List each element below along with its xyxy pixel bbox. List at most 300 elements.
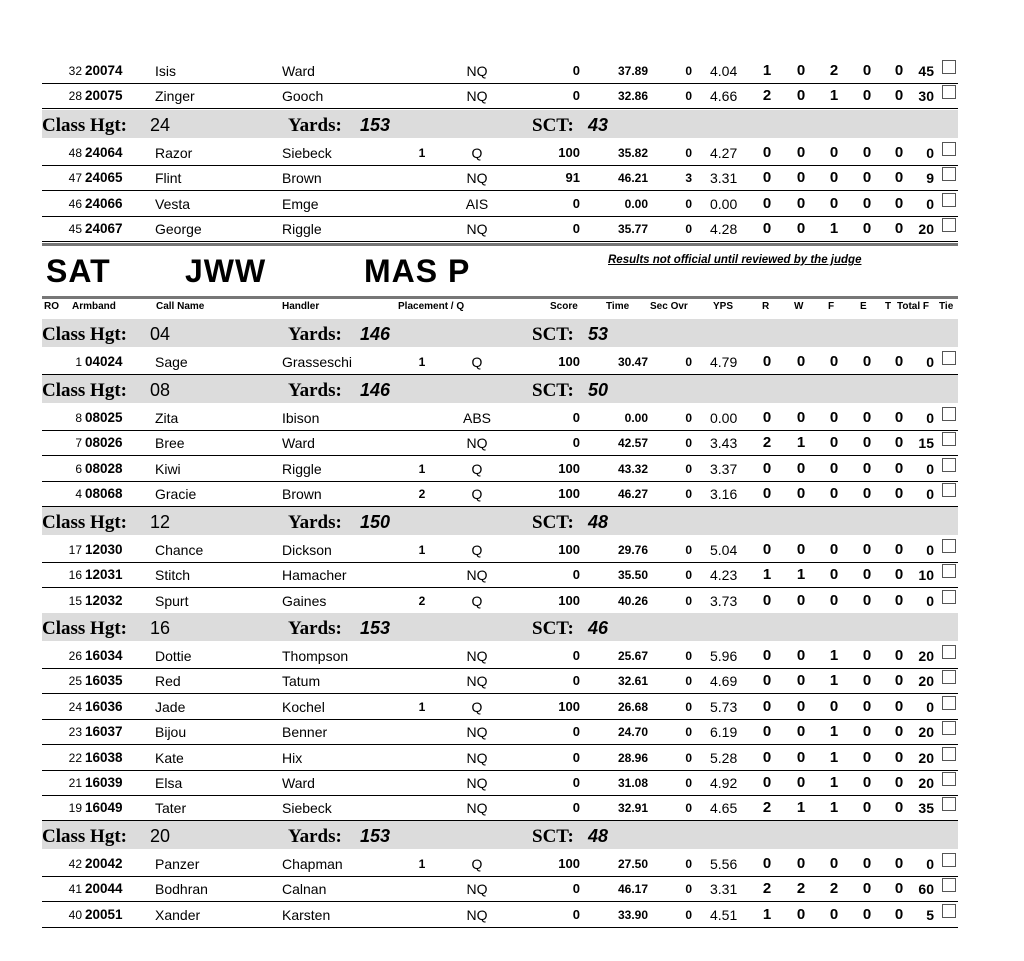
cell-handler: Ward xyxy=(282,775,315,791)
cell-e: 0 xyxy=(862,169,872,187)
cell-w: 0 xyxy=(796,353,806,370)
cell-ro: 21 xyxy=(68,776,82,790)
tie-checkbox[interactable] xyxy=(942,772,956,786)
cell-sec: 0 xyxy=(685,64,692,78)
cell-call: Elsa xyxy=(155,775,183,791)
cell-sec: 0 xyxy=(685,461,692,476)
cell-ro: 40 xyxy=(68,907,82,922)
cell-f: 2 xyxy=(829,62,839,79)
cell-w: 0 xyxy=(796,169,806,187)
cell-armband: 24066 xyxy=(85,195,123,211)
cell-score: 0 xyxy=(572,648,580,663)
cell-r: 0 xyxy=(762,748,772,766)
column-header-time: Time xyxy=(606,301,630,312)
cell-time: 40.26 xyxy=(617,593,648,608)
cell-f: 1 xyxy=(829,220,839,238)
cell-q: NQ xyxy=(466,435,488,452)
cell-yps: 3.31 xyxy=(710,170,738,187)
class-height-header xyxy=(42,821,958,849)
cell-call: Zinger xyxy=(155,88,195,105)
cell-f: 0 xyxy=(829,169,839,187)
cell-time: 46.21 xyxy=(617,171,648,186)
cell-call: Bijou xyxy=(155,724,187,741)
result-row xyxy=(42,216,958,242)
cell-score: 0 xyxy=(572,195,580,211)
cell-total: 20 xyxy=(918,673,934,690)
cell-t: 0 xyxy=(894,672,904,690)
tie-checkbox[interactable] xyxy=(942,407,956,421)
cell-e: 0 xyxy=(862,591,872,609)
column-header-w: W xyxy=(794,301,804,312)
cell-call: Isis xyxy=(155,63,176,79)
tie-checkbox[interactable] xyxy=(942,483,956,497)
cell-f: 0 xyxy=(829,905,839,923)
cell-t: 0 xyxy=(894,220,904,238)
cell-sec: 0 xyxy=(685,487,692,502)
cell-handler: Karsten xyxy=(282,906,331,923)
cell-t: 0 xyxy=(894,591,904,609)
cell-ro: 45 xyxy=(68,222,82,237)
tie-checkbox[interactable] xyxy=(942,142,956,156)
cell-e: 0 xyxy=(862,855,872,872)
cell-f: 1 xyxy=(829,723,839,741)
cell-yps: 4.79 xyxy=(710,354,738,370)
yards-value: 153 xyxy=(360,115,391,135)
class-height-label: Class Hgt: xyxy=(42,380,127,401)
cell-sec: 0 xyxy=(685,222,692,237)
class-height-header xyxy=(42,319,958,347)
banner-day: SAT xyxy=(46,253,111,289)
cell-e: 0 xyxy=(862,541,872,558)
tie-checkbox[interactable] xyxy=(942,721,956,735)
cell-sec: 0 xyxy=(685,89,692,104)
cell-q: Q xyxy=(471,542,483,558)
result-row xyxy=(42,719,958,745)
yards-value: 153 xyxy=(360,826,391,846)
cell-total: 5 xyxy=(926,906,934,923)
tie-checkbox[interactable] xyxy=(942,218,956,232)
sct-value: 53 xyxy=(588,324,609,344)
cell-ro: 41 xyxy=(68,882,82,897)
tie-checkbox[interactable] xyxy=(942,853,956,867)
cell-total: 0 xyxy=(926,856,934,872)
cell-q: NQ xyxy=(466,881,488,898)
cell-score: 100 xyxy=(558,145,580,160)
cell-t: 0 xyxy=(894,566,904,584)
cell-time: 26.68 xyxy=(617,699,648,714)
cell-t: 0 xyxy=(894,647,904,664)
cell-armband: 16038 xyxy=(85,749,123,765)
column-header-row xyxy=(42,297,958,319)
cell-f: 0 xyxy=(829,194,839,212)
cell-q: AIS xyxy=(465,195,489,212)
cell-armband: 04024 xyxy=(85,354,123,369)
cell-armband: 20044 xyxy=(85,881,123,897)
yards-label: Yards: xyxy=(288,324,342,345)
cell-armband: 08026 xyxy=(85,435,123,451)
yards-label: Yards: xyxy=(288,826,342,847)
sct-value: 48 xyxy=(588,512,609,532)
cell-yps: 3.16 xyxy=(710,486,738,503)
tie-checkbox[interactable] xyxy=(942,351,956,365)
cell-call: Dottie xyxy=(155,648,192,664)
cell-w: 0 xyxy=(796,855,806,872)
cell-call: Xander xyxy=(155,906,201,923)
cell-total: 20 xyxy=(918,775,934,791)
result-row xyxy=(42,481,958,507)
cell-r: 0 xyxy=(762,144,772,161)
cell-q: NQ xyxy=(466,567,488,584)
cell-armband: 12032 xyxy=(85,592,123,608)
tie-checkbox[interactable] xyxy=(942,564,956,578)
cell-placement: 1 xyxy=(418,461,426,476)
cell-armband: 20075 xyxy=(85,88,123,104)
cell-total: 15 xyxy=(918,435,934,452)
cell-r: 2 xyxy=(762,87,772,105)
cell-total: 20 xyxy=(918,724,934,741)
cell-total: 20 xyxy=(918,221,934,238)
cell-placement: 1 xyxy=(418,543,426,557)
class-height-value: 20 xyxy=(150,826,171,846)
cell-time: 0.00 xyxy=(624,411,648,425)
cell-yps: 4.65 xyxy=(710,800,738,817)
cell-total: 0 xyxy=(926,410,934,426)
tie-checkbox[interactable] xyxy=(942,797,956,811)
cell-q: Q xyxy=(471,460,483,477)
cell-time: 37.89 xyxy=(617,64,648,78)
cell-sec: 0 xyxy=(685,674,692,689)
cell-total: 0 xyxy=(926,542,934,558)
tie-checkbox[interactable] xyxy=(942,60,956,74)
cell-f: 0 xyxy=(829,485,839,503)
cell-r: 0 xyxy=(762,591,772,609)
cell-q: NQ xyxy=(466,170,488,187)
cell-time: 25.67 xyxy=(617,649,648,663)
cell-t: 0 xyxy=(894,62,904,79)
cell-armband: 24064 xyxy=(85,145,123,160)
cell-total: 30 xyxy=(918,88,934,105)
cell-q: Q xyxy=(471,354,483,370)
cell-r: 0 xyxy=(762,169,772,187)
cell-call: Zita xyxy=(155,410,179,426)
cell-r: 2 xyxy=(762,799,772,817)
cell-r: 0 xyxy=(762,855,772,872)
cell-total: 0 xyxy=(926,460,934,477)
cell-score: 0 xyxy=(572,749,580,765)
cell-r: 0 xyxy=(762,647,772,664)
yards-value: 150 xyxy=(360,512,391,532)
cell-t: 0 xyxy=(894,855,904,872)
cell-time: 31.08 xyxy=(617,776,648,790)
cell-w: 0 xyxy=(796,220,806,238)
cell-f: 0 xyxy=(829,566,839,584)
column-header-yps: YPS xyxy=(713,301,734,312)
cell-handler: Ward xyxy=(282,63,315,79)
cell-w: 0 xyxy=(796,672,806,690)
cell-r: 0 xyxy=(762,194,772,212)
cell-handler: Hamacher xyxy=(282,567,347,584)
cell-r: 0 xyxy=(762,353,772,370)
cell-ro: 23 xyxy=(68,725,82,740)
cell-r: 0 xyxy=(762,541,772,558)
cell-call: Spurt xyxy=(155,592,189,609)
class-height-value: 12 xyxy=(150,512,171,532)
tie-checkbox[interactable] xyxy=(942,432,956,446)
cell-w: 0 xyxy=(796,774,806,791)
cell-sec: 0 xyxy=(685,146,692,160)
cell-q: NQ xyxy=(466,749,488,766)
yards-label: Yards: xyxy=(288,512,342,533)
cell-yps: 5.28 xyxy=(710,749,738,766)
cell-yps: 4.04 xyxy=(710,63,738,79)
cell-score: 100 xyxy=(558,486,580,502)
cell-handler: Chapman xyxy=(282,856,343,872)
cell-e: 0 xyxy=(862,774,872,791)
cell-w: 0 xyxy=(796,144,806,161)
cell-t: 0 xyxy=(894,748,904,766)
cell-e: 0 xyxy=(862,799,872,817)
cell-e: 0 xyxy=(862,144,872,161)
cell-sec: 0 xyxy=(685,699,692,714)
column-header-total: Total F xyxy=(897,301,930,312)
cell-ro: 6 xyxy=(75,461,82,476)
cell-handler: Siebeck xyxy=(282,145,332,161)
cell-sec: 0 xyxy=(685,750,692,765)
cell-time: 32.86 xyxy=(617,89,648,104)
cell-e: 0 xyxy=(862,905,872,923)
cell-q: NQ xyxy=(466,63,488,79)
cell-e: 0 xyxy=(862,194,872,212)
tie-checkbox[interactable] xyxy=(942,458,956,472)
yards-label: Yards: xyxy=(288,380,342,401)
cell-yps: 0.00 xyxy=(710,195,738,212)
cell-e: 0 xyxy=(862,880,872,898)
cell-call: Tater xyxy=(155,800,187,817)
cell-r: 0 xyxy=(762,672,772,690)
cell-armband: 20042 xyxy=(85,856,123,871)
cell-yps: 4.27 xyxy=(710,145,738,161)
cell-sec: 0 xyxy=(685,882,692,897)
cell-q: NQ xyxy=(466,673,488,690)
cell-e: 0 xyxy=(862,566,872,584)
cell-e: 0 xyxy=(862,220,872,238)
cell-f: 0 xyxy=(829,434,839,452)
column-header-handler: Handler xyxy=(282,301,320,312)
cell-f: 1 xyxy=(829,748,839,766)
cell-armband: 12030 xyxy=(85,542,123,557)
result-row xyxy=(42,562,958,588)
class-banner xyxy=(42,243,958,299)
cell-e: 0 xyxy=(862,647,872,664)
cell-f: 1 xyxy=(829,672,839,690)
tie-checkbox[interactable] xyxy=(942,904,956,918)
cell-time: 35.50 xyxy=(617,568,648,583)
result-row xyxy=(42,770,958,796)
cell-call: Razor xyxy=(155,145,193,161)
tie-checkbox[interactable] xyxy=(942,167,956,181)
cell-w: 1 xyxy=(796,434,806,452)
column-header-e: E xyxy=(860,301,867,312)
cell-yps: 3.43 xyxy=(710,435,738,452)
cell-total: 60 xyxy=(918,881,934,898)
cell-ro: 47 xyxy=(68,171,82,186)
cell-handler: Gaines xyxy=(282,592,327,609)
class-height-header xyxy=(42,110,958,138)
cell-r: 0 xyxy=(762,220,772,238)
cell-handler: Dickson xyxy=(282,542,332,558)
cell-score: 0 xyxy=(572,88,580,104)
cell-total: 0 xyxy=(926,145,934,161)
cell-t: 0 xyxy=(894,723,904,741)
cell-t: 0 xyxy=(894,434,904,452)
tie-checkbox[interactable] xyxy=(942,539,956,553)
cell-yps: 3.31 xyxy=(710,881,738,898)
cell-t: 0 xyxy=(894,87,904,105)
sct-label: SCT: xyxy=(532,115,574,136)
result-row xyxy=(42,902,958,928)
cell-r: 0 xyxy=(762,459,772,477)
cell-e: 0 xyxy=(862,723,872,741)
tie-checkbox[interactable] xyxy=(942,878,956,892)
cell-score: 100 xyxy=(558,460,580,476)
cell-handler: Kochel xyxy=(282,698,325,715)
cell-handler: Gooch xyxy=(282,88,324,105)
cell-score: 0 xyxy=(572,63,580,78)
cell-armband: 08068 xyxy=(85,486,123,502)
tie-checkbox[interactable] xyxy=(942,645,956,659)
result-row xyxy=(42,191,958,217)
cell-score: 0 xyxy=(572,435,580,451)
cell-f: 0 xyxy=(829,409,839,426)
cell-total: 20 xyxy=(918,749,934,766)
cell-t: 0 xyxy=(894,880,904,898)
class-height-label: Class Hgt: xyxy=(42,324,127,345)
cell-total: 10 xyxy=(918,567,934,584)
cell-r: 2 xyxy=(762,880,772,898)
cell-f: 1 xyxy=(829,799,839,817)
result-row xyxy=(42,795,958,821)
cell-ro: 4 xyxy=(75,487,82,502)
cell-yps: 4.23 xyxy=(710,567,738,584)
result-row xyxy=(42,165,958,191)
cell-w: 0 xyxy=(796,541,806,558)
cell-r: 0 xyxy=(762,409,772,426)
cell-r: 0 xyxy=(762,723,772,741)
cell-armband: 12031 xyxy=(85,567,123,583)
class-height-header xyxy=(42,613,958,641)
class-height-label: Class Hgt: xyxy=(42,115,127,136)
cell-e: 0 xyxy=(862,62,872,79)
cell-t: 0 xyxy=(894,194,904,212)
cell-w: 1 xyxy=(796,799,806,817)
cell-yps: 0.00 xyxy=(710,410,738,426)
tie-checkbox[interactable] xyxy=(942,696,956,710)
tie-checkbox[interactable] xyxy=(942,193,956,207)
cell-call: Sage xyxy=(155,354,188,370)
column-header-sec: Sec Ovr xyxy=(650,301,688,312)
cell-q: NQ xyxy=(466,775,488,791)
tie-checkbox[interactable] xyxy=(942,85,956,99)
column-header-tie: Tie xyxy=(939,301,954,312)
cell-placement: 1 xyxy=(418,857,426,871)
cell-q: Q xyxy=(471,592,483,609)
cell-placement: 1 xyxy=(418,146,426,160)
cell-score: 0 xyxy=(572,410,580,425)
cell-t: 0 xyxy=(894,697,904,715)
sct-value: 48 xyxy=(588,826,609,846)
cell-total: 20 xyxy=(918,648,934,664)
cell-handler: Grasseschi xyxy=(282,354,353,370)
cell-call: Flint xyxy=(155,170,182,187)
cell-time: 28.96 xyxy=(617,750,648,765)
cell-w: 0 xyxy=(796,647,806,664)
cell-call: Kiwi xyxy=(155,460,181,477)
cell-score: 0 xyxy=(572,800,580,816)
cell-call: Bodhran xyxy=(155,881,208,898)
cell-w: 0 xyxy=(796,591,806,609)
cell-armband: 16034 xyxy=(85,648,123,663)
cell-score: 0 xyxy=(572,221,580,237)
cell-t: 0 xyxy=(894,459,904,477)
cell-ro: 28 xyxy=(68,89,82,104)
cell-w: 0 xyxy=(796,194,806,212)
result-row xyxy=(42,405,958,431)
cell-sec: 3 xyxy=(685,171,692,186)
tie-checkbox[interactable] xyxy=(942,590,956,604)
column-header-ro: RO xyxy=(44,301,59,312)
cell-t: 0 xyxy=(894,169,904,187)
cell-r: 2 xyxy=(762,434,772,452)
cell-armband: 16039 xyxy=(85,775,123,790)
cell-call: Vesta xyxy=(155,195,191,212)
yards-value: 153 xyxy=(360,618,391,638)
result-row xyxy=(42,745,958,771)
cell-armband: 08025 xyxy=(85,410,123,425)
cell-f: 0 xyxy=(829,697,839,715)
cell-yps: 3.73 xyxy=(710,592,738,609)
cell-time: 43.32 xyxy=(617,461,648,476)
result-row xyxy=(42,58,958,84)
cell-time: 46.17 xyxy=(617,882,648,897)
cell-armband: 20051 xyxy=(85,906,123,922)
cell-ro: 26 xyxy=(68,649,82,663)
cell-e: 0 xyxy=(862,434,872,452)
cell-e: 0 xyxy=(862,353,872,370)
cell-score: 100 xyxy=(558,698,580,714)
cell-w: 0 xyxy=(796,459,806,477)
tie-checkbox[interactable] xyxy=(942,670,956,684)
cell-armband: 20074 xyxy=(85,63,123,78)
cell-handler: Riggle xyxy=(282,460,322,477)
yards-label: Yards: xyxy=(288,115,342,136)
cell-handler: Benner xyxy=(282,724,328,741)
tie-checkbox[interactable] xyxy=(942,747,956,761)
cell-r: 1 xyxy=(762,566,772,584)
cell-sec: 0 xyxy=(685,411,692,425)
cell-call: Panzer xyxy=(155,856,200,872)
class-height-value: 16 xyxy=(150,618,171,638)
cell-armband: 16037 xyxy=(85,724,123,740)
cell-sec: 0 xyxy=(685,649,692,663)
cell-f: 1 xyxy=(829,87,839,105)
cell-q: NQ xyxy=(466,648,488,664)
cell-q: NQ xyxy=(466,906,488,923)
cell-ro: 7 xyxy=(75,436,82,451)
sct-value: 46 xyxy=(588,618,609,638)
cell-ro: 17 xyxy=(68,543,82,557)
cell-f: 0 xyxy=(829,353,839,370)
cell-q: Q xyxy=(471,486,483,503)
